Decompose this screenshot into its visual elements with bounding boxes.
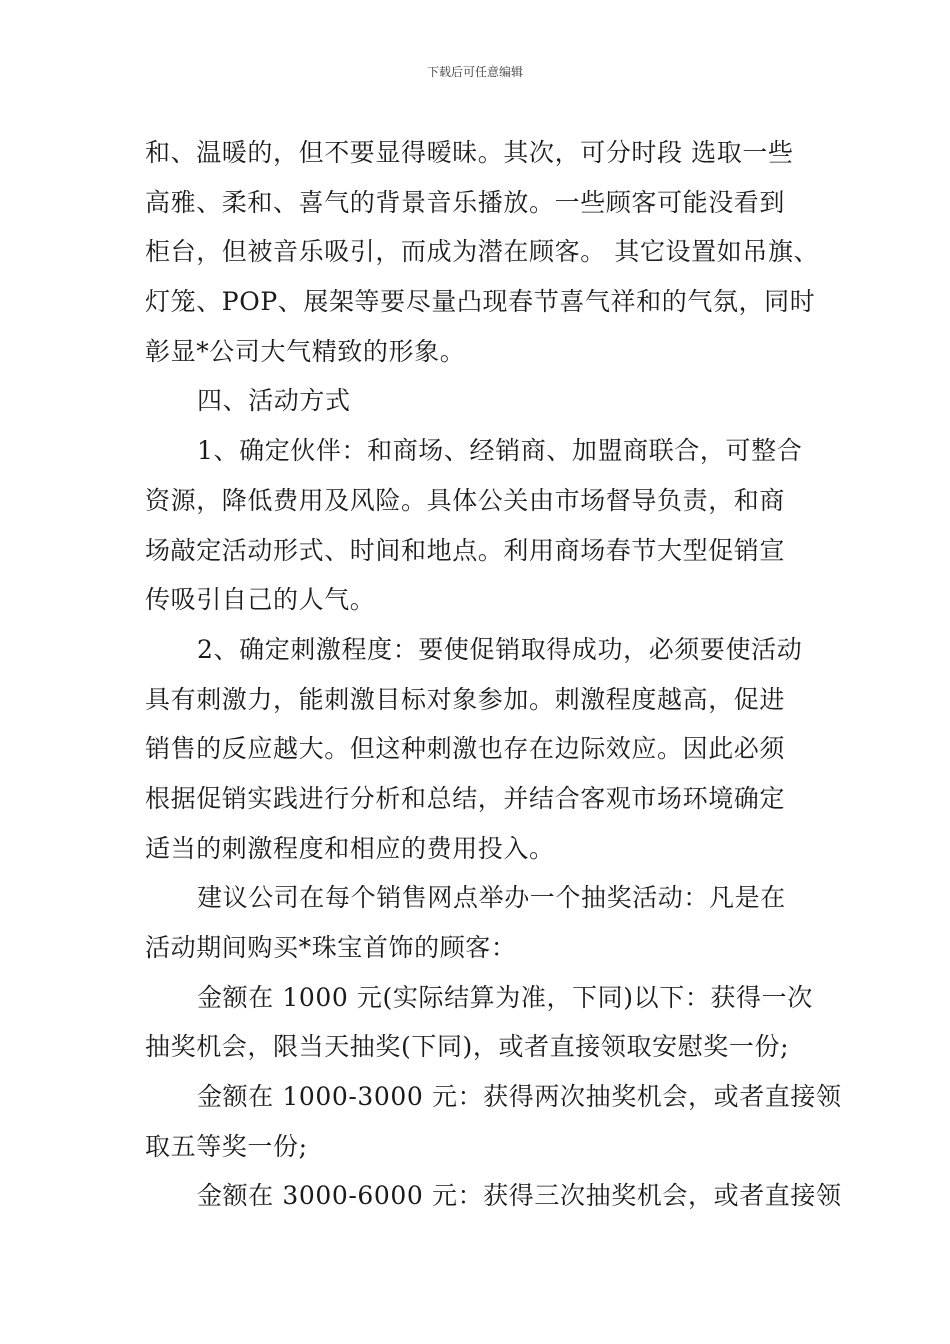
paragraph (145, 1171, 842, 1221)
paragraph (145, 625, 835, 873)
text-line: 金额在 1000-3000 元：获得两次抽奖机会，或者直接领 (197, 1082, 842, 1112)
text-line: 传吸引自己的人气。 (145, 585, 376, 615)
text-line: 资源，降低费用及风险。具体公关由市场督导负责，和商 (145, 485, 786, 515)
document-body (145, 128, 842, 1221)
text-line: 柜台，但被音乐吸引，而成为潜在顾客。 其它设置如吊旗、 (145, 237, 820, 267)
text-line: 取五等奖一份; (145, 1131, 308, 1161)
section-heading (145, 376, 835, 426)
paragraph (145, 426, 835, 625)
text-line: 建议公司在每个销售网点举办一个抽奖活动：凡是在 (197, 883, 786, 913)
paragraph (145, 128, 835, 376)
text-line: 销售的反应越大。但这种刺激也存在边际效应。因此必须 (145, 734, 786, 764)
paragraph (145, 1072, 842, 1171)
paragraph (145, 873, 835, 972)
paragraph (145, 973, 835, 1072)
text-line: 根据促销实践进行分析和总结，并结合客观市场环境确定 (145, 783, 786, 813)
text-line: 活动期间购买*珠宝首饰的顾客： (145, 933, 517, 962)
text-line: 场敲定活动形式、时间和地点。利用商场春节大型促销宣 (145, 535, 786, 565)
text-line: 2、确定刺激程度：要使促销取得成功，必须要使活动 (197, 634, 803, 664)
text-line: 彰显*公司大气精致的形象。 (145, 336, 466, 366)
text-line: 高雅、柔和、喜气的背景音乐播放。一些顾客可能没看到 (145, 187, 786, 217)
text-line: 金额在 1000 元(实际结算为准，下同)以下：获得一次 (197, 982, 813, 1012)
text-line: 抽奖机会，限当天抽奖(下同)，或者直接领取安慰奖一份; (145, 1032, 790, 1062)
text-line: 灯笼、POP、展架等要尽量凸现春节喜气祥和的气氛，同时 (145, 287, 816, 317)
text-line: 具有刺激力，能刺激目标对象参加。刺激程度越高，促进 (145, 684, 786, 714)
text-line: 金额在 3000-6000 元：获得三次抽奖机会，或者直接领 (197, 1181, 842, 1211)
text-line: 适当的刺激程度和相应的费用投入。 (145, 833, 555, 863)
text-line: 四、活动方式 (197, 386, 351, 416)
text-line: 和、温暖的，但不要显得暧昧。其次，可分时段 选取一些 (145, 138, 794, 167)
page-header: 下载后可任意编辑 (426, 65, 523, 79)
text-line: 1、确定伙伴：和商场、经销商、加盟商联合，可整合 (197, 436, 803, 466)
